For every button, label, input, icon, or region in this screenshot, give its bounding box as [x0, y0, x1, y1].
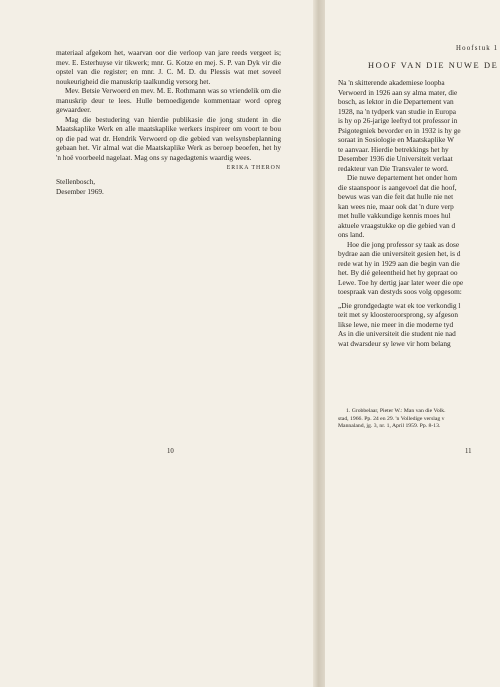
book-gutter — [313, 0, 325, 687]
text-line: bewus was van die feit dat hulle nie net — [338, 192, 454, 201]
text-line: Die nuwe departement het onder hom — [347, 173, 458, 182]
text-line: As in die universiteit die student nie nad — [338, 329, 456, 338]
text-line: 1928, na 'n tydperk van studie in Europa — [338, 106, 457, 116]
text-line: Verwoerd in 1926 aan sy alma mater, die — [338, 87, 458, 97]
text-line: ons land. — [338, 230, 365, 239]
paragraph: Mev. Betsie Verwoerd en mev. M. E. Rothmann was so vriendelik om die manuskrip deur te lees. Hulle bemoedigende kommentaar word opreg gewaardeer. — [56, 86, 281, 115]
text-line: redakteur van Die Transvaler te word. — [338, 163, 449, 173]
place-date — [56, 177, 281, 196]
date: Desember 1969. — [56, 186, 104, 196]
chapter-label: Hoofstuk 1 — [456, 45, 499, 52]
place: Stellenbosch, — [56, 177, 96, 187]
footnote-line: 1. Grobbelaar, Pieter W.: Man van die Volk. — [346, 408, 446, 414]
text-line: het. By dié geleentheid het hy gepraat oo — [338, 268, 458, 277]
text-line: bydrae aan die universiteit gesien het, is d — [338, 249, 461, 258]
text-line: Hoe die jong professor sy taak as dose — [347, 239, 460, 249]
text-line: te aanvaar. Hierdie betrekkings het hy — [338, 144, 449, 154]
left-page-text — [56, 48, 281, 196]
text-line: met hulle vakkundige kennis moes hul — [338, 211, 451, 220]
text-line: kan wees nie, maar ook dat 'n dure verp — [338, 201, 454, 211]
footnote-line: Mannaland, jg. 3, nr. 1, April 1959. Pp. 8-13. — [338, 423, 441, 430]
text-line: wat dwarsdeur sy lewe vir hom belang — [338, 338, 451, 348]
text-line: soraat in Sosiologie en Maatskaplike W — [338, 135, 454, 144]
paragraph: Mag die bestudering van hierdie publikasie die jong student in die Maatskaplike Werk en alle maatskaplike werkers inspireer om voort te bou op die pad wat dr. Hendrik Verwoerd op die gebied van welsynsbeplanning gebaan het. Vir almal wat die Maatskaplike Werk as beroep beoefen, het hy 'n hoë voorbeeld nagelaat. Mag ons sy nagedagtenis waardig wees. — [56, 114, 281, 163]
text-line: toespraak van destyds soos volg opgesom: — [338, 287, 462, 296]
author-signature: ERIKA THERON — [226, 164, 281, 171]
paragraph: materiaal afgekom het, waarvan oor die verloop van jare reeds vergeet is; mev. E. Esterhuyse vir tikwerk; mnr. G. Kotze en mej. S. P. van Dyk vir die opstel van die register; en mnr. J. C. M. D. du Plessis wat met soveel noukeurigheid die manuskrip taalkundig versorg het. — [56, 48, 281, 86]
text-line: bosch, as lektor in die Departement van — [338, 97, 454, 106]
footnote-line: stad, 1966. Pp. 24 en 29. 'n Volledige verslag v — [338, 415, 445, 422]
text-line: „Die grondgedagte wat ek toe verkondig l — [338, 300, 461, 310]
text-line: teit met sy kloosteroorsprong, sy afgeson — [338, 310, 458, 319]
chapter-title: HOOF VAN DIE NUWE DE — [368, 61, 499, 70]
text-line: is hy op 26-jarige leeftyd tot professor in — [338, 116, 458, 125]
text-line: Na 'n skitterende akademiese loopba — [338, 78, 445, 87]
text-line: Desember 1936 die Universiteit verlaat — [338, 154, 453, 163]
text-line: Psigotegniek bevorder en in 1932 is hy ge — [338, 125, 461, 135]
text-line: rede wat hy in 1929 aan die begin van die — [338, 258, 460, 268]
text-line: likse lewe, nie meer in die moderne tyd — [338, 319, 454, 329]
page-number-left: 10 — [167, 448, 174, 455]
chapter-body — [338, 78, 500, 348]
page-number-right: 11 — [465, 448, 472, 455]
text-line: Lewe. Toe hy dertig jaar later weer die ope — [338, 277, 464, 287]
right-page-content — [338, 0, 500, 687]
footnotes — [338, 408, 500, 431]
text-line: aktuele vraagstukke op die gebied van d — [338, 220, 456, 230]
text-line: die staanspoor is aangevoel dat die hoof, — [338, 182, 457, 192]
